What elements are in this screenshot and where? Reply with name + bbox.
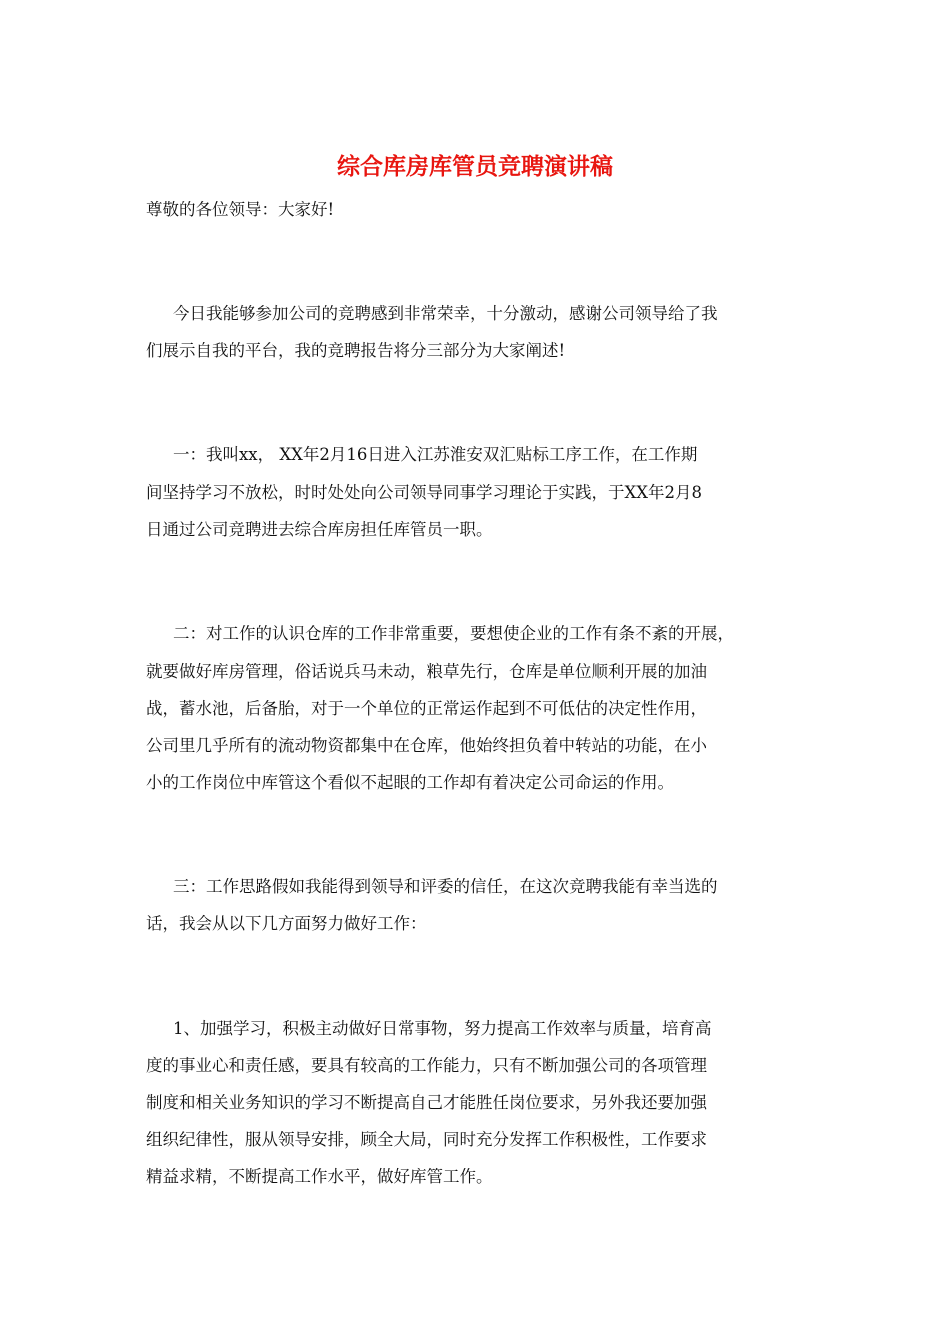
paragraph-3-line-1: 二：对工作的认识仓库的工作非常重要，要想使企业的工作有条不紊的开展， bbox=[173, 624, 734, 643]
paragraph-2-line-3: 日通过公司竞聘进去综合库房担任库管员一职。 bbox=[146, 520, 493, 539]
paragraph-5-line-4: 组织纪律性，服从领导安排，顾全大局，同时充分发挥工作积极性，工作要求 bbox=[146, 1130, 707, 1149]
paragraph-2-line-2: 间坚持学习不放松，时时处处向公司领导同事学习理论于实践，于XX年2月8 bbox=[146, 483, 702, 502]
paragraph-3-line-5: 小的工作岗位中库管这个看似不起眼的工作却有着决定公司命运的作用。 bbox=[146, 773, 674, 792]
paragraph-4-line-1: 三：工作思路假如我能得到领导和评委的信任，在这次竞聘我能有幸当选的 bbox=[173, 877, 718, 896]
page-title: 综合库房库管员竞聘演讲稿 bbox=[337, 153, 613, 180]
paragraph-2-line-1: 一：我叫xx， XX年2月16日进入江苏淮安双汇贴标工序工作，在工作期 bbox=[173, 445, 698, 464]
paragraph-5-line-1: 1、加强学习，积极主动做好日常事物，努力提高工作效率与质量，培育高 bbox=[173, 1019, 712, 1038]
paragraph-3-line-2: 就要做好库房管理，俗话说兵马未动，粮草先行，仓库是单位顺利开展的加油 bbox=[146, 662, 707, 681]
paragraph-1-line-1: 今日我能够参加公司的竞聘感到非常荣幸，十分激动，感谢公司领导给了我 bbox=[173, 304, 718, 323]
salutation: 尊敬的各位领导：大家好! bbox=[146, 200, 335, 219]
paragraph-4-line-2: 话，我会从以下几方面努力做好工作： bbox=[146, 914, 427, 933]
paragraph-5-line-3: 制度和相关业务知识的学习不断提高自己才能胜任岗位要求，另外我还要加强 bbox=[146, 1093, 707, 1112]
paragraph-5-line-5: 精益求精，不断提高工作水平，做好库管工作。 bbox=[146, 1167, 493, 1186]
paragraph-3-line-3: 战，蓄水池，后备胎，对于一个单位的正常运作起到不可低估的决定性作用， bbox=[146, 699, 707, 718]
paragraph-1-line-2: 们展示自我的平台，我的竞聘报告将分三部分为大家阐述! bbox=[146, 341, 566, 360]
paragraph-5-line-2: 度的事业心和责任感，要具有较高的工作能力，只有不断加强公司的各项管理 bbox=[146, 1056, 707, 1075]
paragraph-3-line-4: 公司里几乎所有的流动物资都集中在仓库，他始终担负着中转站的功能，在小 bbox=[146, 736, 707, 755]
